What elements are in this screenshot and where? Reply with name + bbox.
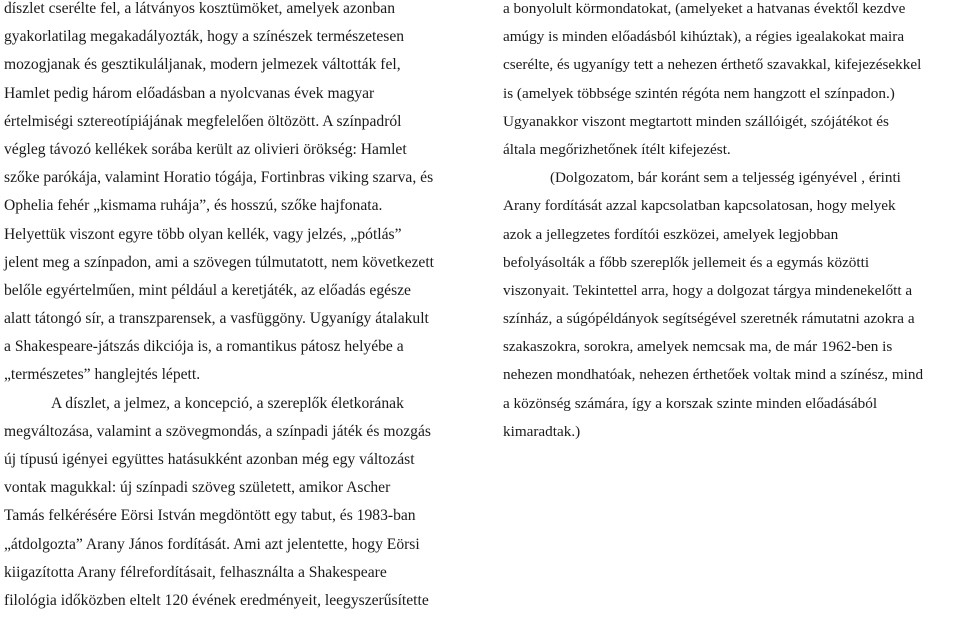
text-line: vontak magukkal: új színpadi szöveg született, amikor Ascher — [4, 479, 391, 497]
text-line: értelmiségi sztereotípiájának megfelelően öltözött. A színpadról — [4, 112, 402, 130]
paragraph-first-line: A díszlet, a jelmez, a koncepció, a szereplők életkorának — [51, 394, 404, 412]
text-line: azok a jellegzetes fordítói eszközei, amelyek legjobban — [503, 225, 839, 243]
text-line: alatt tátongó sír, a transzparensek, a vasfüggöny. Ugyanígy átalakult — [4, 310, 429, 328]
text-line: a Shakespeare-játszás dikciója is, a romantikus pátosz helyébe a — [4, 338, 404, 356]
text-line: nehezen mondhatóak, nehezen érthetőek voltak mind a színész, mind — [503, 366, 924, 384]
text-line: szőke parókája, valamint Horatio tógája, Fortinbras viking szarva, és — [4, 169, 434, 187]
text-line: színház, a súgópéldányok segítségével szeretnék rámutatni azokra a — [503, 310, 915, 328]
text-line: díszlet cserélte fel, a látványos kosztümöket, amelyek azonban — [4, 0, 395, 17]
text-line: „átdolgozta” Arany János fordítását. Ami azt jelentette, hogy Eörsi — [4, 535, 420, 553]
text-line: kimaradtak.) — [503, 422, 581, 440]
text-line: befolyásolták a főbb szereplők jellemeit és a egymás közötti — [503, 253, 870, 271]
text-line: szakaszokra, sorokra, amelyek nemcsak ma, de már 1962-ben is — [503, 338, 893, 356]
text-line: filológia időközben eltelt 120 évének eredményeit, leegyszerűsítette — [4, 591, 429, 609]
text-line: amúgy is minden előadásból kihúztak), a régies igealakokat maira — [503, 28, 905, 46]
text-line: a bonyolult körmondatokat, (amelyeket a hatvanas évektől kezdve — [503, 0, 906, 17]
text-line: végleg távozó kellékek sorába került az olivieri örökség: Hamlet — [4, 140, 407, 158]
text-line: „természetes” hanglejtés lépett. — [4, 366, 201, 384]
text-line: Ophelia fehér „kismama ruhája”, és hosszú, szőke hajfonata. — [4, 197, 383, 215]
text-line: a közönség számára, így a korszak szinte minden előadásából — [503, 394, 878, 412]
text-line: viszonyait. Tekintettel arra, hogy a dolgozat tárgya mindenekelőtt a — [503, 281, 913, 299]
text-line: Tamás felkérésére Eörsi István megdöntött egy tabut, és 1983-ban — [4, 507, 416, 525]
text-line: Hamlet pedig három előadásban a nyolcvanas évek magyar — [4, 84, 375, 102]
text-line: új típusú igényei együttes hatásukként azonban még egy változást — [4, 451, 415, 468]
text-line: is (amelyek többsége szintén régóta nem hangzott el színpadon.) — [503, 84, 895, 102]
text-line: mozogjanak és gesztikuláljanak, modern jelmezek váltották fel, — [4, 56, 401, 74]
paragraph-first-line: (Dolgozatom, bár koránt sem a teljesség igényével , érinti — [550, 169, 901, 187]
text-line: belőle egyértelműen, mint például a keretjáték, az előadás egésze — [4, 281, 411, 299]
text-line: cserélte, és ugyanígy tett a nehezen érthető szavakkal, kifejezésekkel — [503, 56, 922, 74]
right-text-column — [503, 0, 953, 451]
text-line: Helyettük viszont egyre több olyan kellék, vagy jelzés, „pótlás” — [4, 225, 402, 243]
text-line: megváltozása, valamint a szövegmondás, a színpadi játék és mozgás — [4, 422, 431, 440]
text-line: általa megőrizhetőnek ítélt kifejezést. — [503, 140, 731, 158]
text-line: Ugyanakkor viszont megtartott minden szállóigét, szójátékot és — [503, 112, 889, 130]
text-line: Arany fordítását azzal kapcsolatban kapcsolatosan, hogy melyek — [503, 197, 896, 215]
text-line: jelent meg a színpadon, ami a szövegen túlmutatott, nem következett — [4, 253, 434, 271]
text-line: gyakorlatilag megakadályozták, hogy a színészek természetesen — [4, 28, 405, 46]
text-line: kiigazította Arany félrefordításait, felhasználta a Shakespeare — [4, 563, 387, 581]
left-text-column — [4, 0, 459, 620]
